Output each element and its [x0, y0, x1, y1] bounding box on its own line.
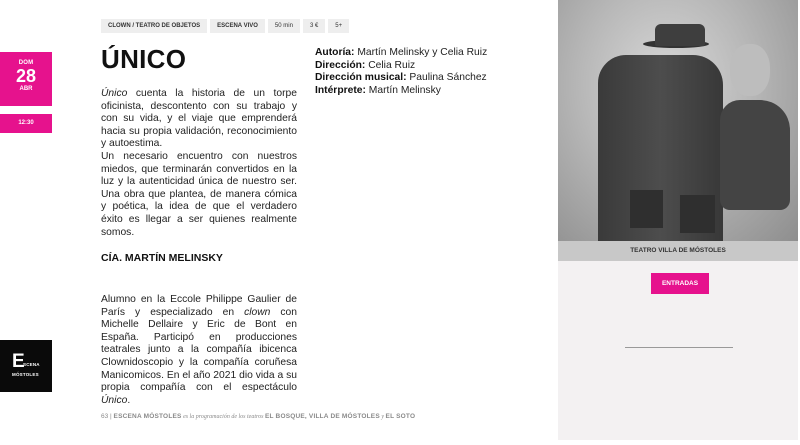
photo-performer-head [730, 44, 770, 96]
credit-value: Martín Melinsky [365, 84, 441, 96]
credit-performer [315, 85, 487, 98]
description-italic-title: Único [101, 88, 128, 99]
footer-conjunction: y [379, 414, 386, 420]
tag-duration: 50 min [268, 19, 300, 33]
tickets-button[interactable]: ENTRADAS [651, 273, 709, 294]
credit-label: Dirección: [315, 59, 366, 71]
footer-theatres: EL BOSQUE, VILLA DE MÓSTOLES [264, 413, 380, 420]
tag-age: 5+ [328, 19, 349, 33]
description-text-1: cuenta la historia de un torpe oficinista, descontento con su trabajo y con su vida, y el viaje que emprenderá hacia su propia validación, reconocimiento y autoestima. [101, 88, 297, 150]
bio-text-3: . [127, 394, 131, 406]
page-footer [101, 413, 415, 420]
credit-value: Martín Melinsky y Celia Ruiz [354, 47, 488, 58]
escena-mostoles-logo [0, 340, 52, 392]
date-badge [0, 52, 52, 106]
logo-line1: SCENA [23, 362, 40, 367]
credit-music-direction [315, 72, 487, 85]
footer-middle-text: es la programación de los teatros [181, 414, 265, 420]
credit-direction [315, 60, 487, 73]
day-of-week: DOM [18, 60, 34, 66]
bio-text-1: Alumno en la Eccole Philippe Gaulier de París y especializado en [101, 294, 297, 318]
day-number: 28 [15, 66, 37, 86]
credit-label: Autoría: [315, 47, 355, 58]
photo-pocket [630, 190, 663, 228]
event-photo [558, 0, 798, 241]
photo-pocket [680, 195, 715, 233]
credit-value: Celia Ruiz [365, 59, 416, 71]
footer-separator: | [108, 413, 114, 420]
tag-price: 3 € [303, 19, 325, 33]
footer-last-theatre: EL SOTO [385, 413, 416, 420]
credit-label: Intérprete: [315, 84, 366, 96]
logo-letter: E [12, 351, 25, 372]
company-bio [101, 294, 297, 407]
tag-genre: CLOWN / TEATRO DE OBJETOS [101, 19, 207, 33]
month: ABR [19, 86, 33, 92]
photo-performer-body [720, 100, 790, 210]
bio-italic-1: clown [244, 306, 271, 318]
venue-label: TEATRO VILLA DE MÓSTOLES [558, 241, 798, 261]
bio-text-2: con Michelle Dellaire y Eric de Bont en España. Participó en producciones teatrales junto a la compañía ibicenca Clownidoscopio y la compañía coruñesa Manicomicos. En el año 2021 dio vida a su propia compañía con el espectáculo [101, 306, 297, 394]
logo-line2: MÓSTOLES [12, 372, 39, 377]
event-tags [101, 19, 349, 33]
bio-italic-2: Único [101, 394, 128, 406]
event-description [101, 88, 297, 239]
tag-category: ESCENA VIVO [210, 19, 265, 33]
credit-label: Dirección musical: [315, 72, 407, 84]
time-badge: 12:30 [0, 114, 52, 133]
company-heading: CÍA. MARTÍN MELINSKY [101, 252, 223, 264]
description-paragraph-2: Un necesario encuentro con nuestros miedos, que terminarán convertidos en la luz y la autenticidad única de nuestro ser. Una obra que plantea, de manera cómica y poética, la idea de que el verdadero éxito es llegar a ser quienes realmente somos. [101, 150, 297, 238]
credit-authorship [315, 47, 487, 60]
photo-hat [655, 24, 705, 46]
panel-divider [625, 347, 733, 348]
page-number: 63 [101, 413, 109, 420]
page-title: ÚNICO [101, 44, 187, 74]
credits-list [315, 47, 487, 97]
credit-value: Paulina Sánchez [406, 72, 487, 84]
footer-brand: ESCENA MÓSTOLES [113, 413, 182, 420]
description-paragraph-1 [101, 88, 297, 151]
